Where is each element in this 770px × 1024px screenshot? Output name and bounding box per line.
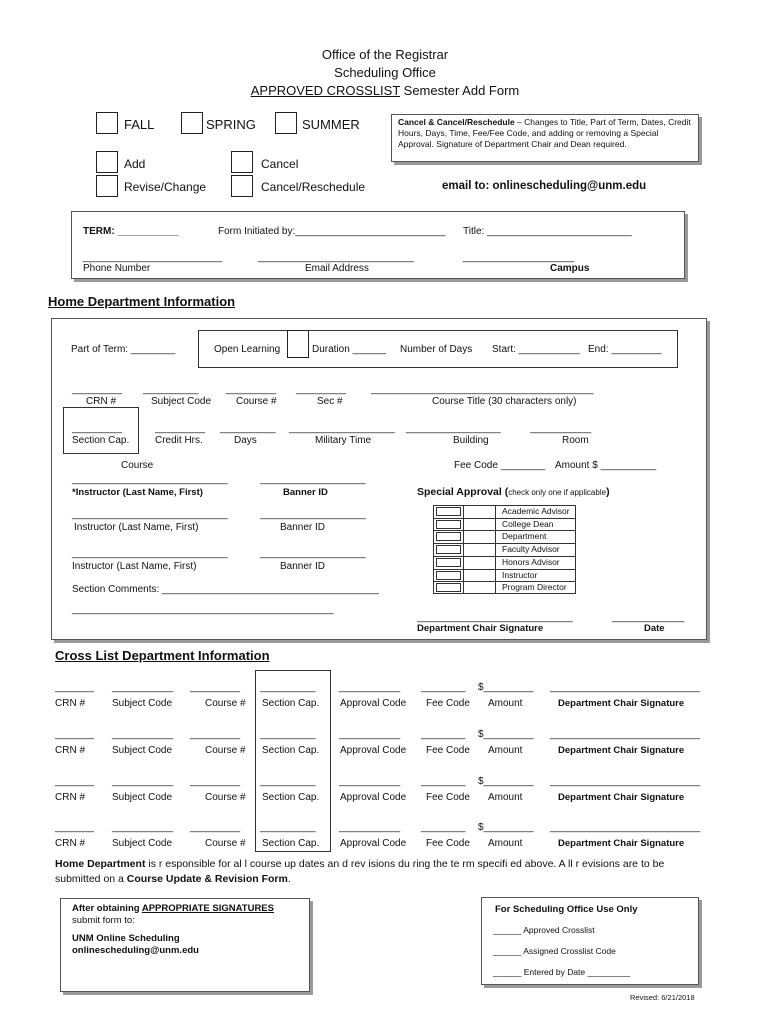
crosslist-label: Course #: [205, 792, 246, 803]
open-learning-checkbox[interactable]: [287, 330, 309, 358]
crn-label: CRN #: [86, 396, 117, 407]
section-cap-blank[interactable]: _________: [72, 423, 123, 434]
submit-line-2: submit form to:: [72, 915, 135, 926]
crosslist-label: Subject Code: [112, 745, 173, 756]
crosslist-label: Fee Code: [426, 838, 470, 849]
subject-code-label: Subject Code: [151, 396, 212, 407]
special-approval-checkbox[interactable]: [436, 583, 461, 592]
crosslist-blank[interactable]: ___________________________: [550, 729, 701, 740]
email-to: email to: onlinescheduling@unm.edu: [442, 180, 647, 192]
crosslist-label: CRN #: [55, 792, 86, 803]
add-label: Add: [124, 157, 146, 171]
instructor3-blank[interactable]: ____________________________: [72, 548, 228, 559]
phone-label: Phone Number: [83, 263, 151, 274]
crosslist-blank[interactable]: ___________________________: [550, 776, 701, 787]
cancel-notice-box: [391, 114, 699, 162]
fall-checkbox[interactable]: [96, 112, 118, 134]
term-field[interactable]: TERM: ___________: [83, 226, 179, 237]
special-approval-close: ): [606, 486, 610, 498]
notice-bold: Cancel & Cancel/Reschedule: [398, 117, 515, 127]
crosslist-blank[interactable]: ___________________________: [550, 822, 701, 833]
cancel-label: Cancel: [261, 157, 299, 171]
email-blank[interactable]: ____________________________: [258, 252, 414, 263]
crosslist-label: Section Cap.: [262, 838, 320, 849]
crosslist-label: CRN #: [55, 838, 86, 849]
footer-text-2b: .: [287, 873, 291, 885]
crosslist-label: Department Chair Signature: [558, 838, 685, 849]
special-approval-checkbox[interactable]: [436, 545, 461, 554]
course-number-label: Course #: [236, 396, 277, 407]
summer-label: SUMMER: [302, 117, 360, 132]
crosslist-blank[interactable]: ________: [421, 776, 466, 787]
crosslist-blank[interactable]: $_________: [478, 682, 534, 693]
footer-home-department: Home Department: [55, 858, 146, 870]
crosslist-blank[interactable]: ___________: [112, 822, 174, 833]
crosslist-label: Fee Code: [426, 745, 470, 756]
crosslist-blank[interactable]: __________: [260, 729, 316, 740]
header-line-2: Scheduling Office: [334, 65, 436, 80]
section-number-label: Sec #: [317, 396, 343, 407]
part-of-term-field[interactable]: Part of Term: ________: [71, 344, 176, 355]
revise-change-checkbox[interactable]: [96, 175, 118, 197]
special-approval-heading: [417, 486, 610, 498]
crosslist-blank[interactable]: __________: [260, 682, 316, 693]
crosslist-label: Course #: [205, 838, 246, 849]
section-comments-line-2[interactable]: _______________________________________________: [72, 604, 334, 615]
submit-line-1: [72, 903, 274, 914]
revise-change-label: Revise/Change: [124, 180, 207, 194]
special-approval-option: Academic Advisor: [502, 506, 570, 516]
special-approval-option: College Dean: [502, 518, 554, 529]
cancel-reschedule-label: Cancel/Reschedule: [261, 180, 366, 194]
course-title-blank[interactable]: ________________________________________: [371, 384, 594, 395]
crosslist-blank[interactable]: _______: [55, 729, 94, 740]
assigned-crosslist-code-field[interactable]: ______ Assigned Crosslist Code: [493, 946, 616, 956]
crosslist-label: Course #: [205, 698, 246, 709]
room-blank[interactable]: ___________: [530, 423, 592, 434]
duration-field[interactable]: Duration ______: [312, 344, 386, 355]
revised-date: Revised: 6/21/2018: [630, 993, 695, 1002]
entered-by-field[interactable]: ______ Entered by Date _________: [493, 967, 631, 977]
crosslist-label: Subject Code: [112, 792, 173, 803]
crosslist-label: Department Chair Signature: [558, 698, 685, 709]
crosslist-blank[interactable]: __________: [260, 776, 316, 787]
footer-paragraph-line-2: [55, 873, 291, 885]
footer-text-2a: submitted on a: [55, 873, 127, 885]
title-field[interactable]: Title: __________________________: [463, 226, 632, 237]
banner3-label: Banner ID: [280, 561, 326, 572]
course-number-blank[interactable]: _________: [226, 384, 277, 395]
crosslist-blank[interactable]: _______: [55, 682, 94, 693]
campus-blank[interactable]: ____________________: [463, 252, 575, 263]
crosslist-blank[interactable]: ___________: [339, 776, 401, 787]
credit-hrs-label: Credit Hrs.: [155, 435, 203, 446]
instructor1-blank[interactable]: ____________________________: [72, 474, 228, 485]
submit-line-3: UNM Online Scheduling: [72, 933, 180, 944]
crosslist-label: Section Cap.: [262, 792, 320, 803]
term-box: [71, 211, 685, 279]
crosslist-heading: Cross List Department Information: [55, 648, 270, 663]
crosslist-blank[interactable]: ___________: [112, 682, 174, 693]
crosslist-blank[interactable]: ___________: [339, 729, 401, 740]
banner1-blank[interactable]: ___________________: [260, 474, 366, 485]
special-approval-checkbox[interactable]: [436, 571, 461, 580]
crn-blank[interactable]: _________: [72, 384, 123, 395]
crosslist-label: Approval Code: [340, 838, 407, 849]
crosslist-label: Subject Code: [112, 838, 173, 849]
crosslist-label: Fee Code: [426, 698, 470, 709]
email-label: Email Address: [305, 263, 369, 274]
date-blank[interactable]: _____________: [612, 612, 685, 623]
military-time-blank[interactable]: ___________________: [289, 423, 395, 434]
special-approval-option: Faculty Advisor: [502, 544, 560, 555]
crosslist-label: Department Chair Signature: [558, 792, 685, 803]
instructor2-blank[interactable]: ____________________________: [72, 509, 228, 520]
notice-text: – Changes to Title, Part of Term, Dates, Credit Hours, Days, Time, Fee/Fee Code, and adding or removing a Special Approval. Signature of Department Chair and Dean required.: [398, 117, 691, 149]
banner1-label: Banner ID: [283, 487, 328, 498]
crosslist-label: Approval Code: [340, 745, 407, 756]
crosslist-label: Course #: [205, 745, 246, 756]
section-comments-field[interactable]: Section Comments: _______________________________________: [72, 584, 379, 595]
crosslist-label: Section Cap.: [262, 698, 320, 709]
open-learning-label: Open Learning: [214, 344, 281, 355]
form-title-rest: Semester Add Form: [400, 83, 520, 98]
start-field[interactable]: Start: ___________: [492, 344, 580, 355]
special-approval-checkbox[interactable]: [436, 558, 461, 567]
crosslist-blank[interactable]: ________: [421, 822, 466, 833]
special-approval-checkbox[interactable]: [436, 507, 461, 516]
end-field[interactable]: End: _________: [588, 344, 662, 355]
crosslist-label: Section Cap.: [262, 745, 320, 756]
cancel-reschedule-checkbox[interactable]: [231, 175, 253, 197]
banner2-label: Banner ID: [280, 522, 326, 533]
spring-checkbox[interactable]: [181, 112, 203, 134]
office-use-title: For Scheduling Office Use Only: [495, 904, 638, 915]
special-approval-option: Instructor: [502, 569, 538, 580]
amount-field[interactable]: Amount $ __________: [555, 460, 657, 471]
subject-code-blank[interactable]: __________: [143, 384, 199, 395]
footer-text-1: is r esponsible for al l course up dates an d rev isions du ring the te rm specifi ed above. A ll r evisions are to be: [145, 858, 665, 870]
fee-code-field[interactable]: Fee Code ________: [454, 460, 546, 471]
crosslist-label: CRN #: [55, 698, 86, 709]
building-blank[interactable]: _________________: [406, 423, 501, 434]
crosslist-blank[interactable]: _______: [55, 776, 94, 787]
header-line-1: Office of the Registrar: [321, 47, 449, 62]
dept-chair-sig-blank[interactable]: ____________________________: [417, 612, 573, 623]
footer-paragraph-line-1: [55, 858, 664, 870]
phone-blank[interactable]: _________________________: [83, 252, 223, 263]
crosslist-label: Approval Code: [340, 698, 407, 709]
crosslist-label: Amount: [488, 792, 523, 803]
number-of-days-label: Number of Days: [400, 344, 473, 355]
crosslist-label: Subject Code: [112, 698, 173, 709]
special-approval-note: check only one if applicable: [508, 488, 607, 497]
special-approval-option: Department: [502, 531, 547, 542]
course-label: Course: [121, 460, 154, 471]
campus-label: Campus: [550, 263, 590, 274]
home-department-heading: Home Department Information: [48, 294, 236, 309]
date-label: Date: [644, 623, 665, 634]
crosslist-blank[interactable]: _______: [55, 822, 94, 833]
days-label: Days: [234, 435, 257, 446]
crosslist-label: Department Chair Signature: [558, 745, 685, 756]
special-approval-label: Special Approval (: [417, 486, 509, 498]
crosslist-label: Amount: [488, 838, 523, 849]
form-title-underlined: APPROVED CROSSLIST: [250, 83, 401, 98]
submit-appropriate-signatures: APPROPRIATE SIGNATURES: [141, 903, 274, 914]
summer-checkbox[interactable]: [275, 112, 297, 134]
special-approval-checkbox[interactable]: [436, 520, 461, 529]
crosslist-blank[interactable]: _________: [190, 776, 241, 787]
submit-email: onlinescheduling@unm.edu: [72, 945, 199, 956]
military-time-label: Military Time: [315, 435, 372, 446]
cancel-checkbox[interactable]: [231, 151, 253, 173]
spring-label: SPRING: [206, 117, 256, 132]
crosslist-blank[interactable]: _________: [190, 729, 241, 740]
crosslist-label: Amount: [488, 698, 523, 709]
crosslist-blank[interactable]: ___________: [112, 729, 174, 740]
building-label: Building: [453, 435, 489, 446]
room-label: Room: [562, 435, 589, 446]
instructor1-label: *Instructor (Last Name, First): [72, 487, 203, 498]
section-cap-label: Section Cap.: [72, 435, 130, 446]
special-approval-option: Honors Advisor: [502, 556, 560, 567]
crosslist-blank[interactable]: ___________________________: [550, 682, 701, 693]
section-number-blank[interactable]: _________: [296, 384, 347, 395]
crosslist-blank[interactable]: ___________: [339, 822, 401, 833]
approved-crosslist-field[interactable]: ______ Approved Crosslist: [493, 925, 595, 935]
days-blank[interactable]: __________: [220, 423, 276, 434]
special-approval-option: Program Director: [502, 582, 567, 593]
credit-hrs-blank[interactable]: _________: [155, 423, 206, 434]
crosslist-label: Fee Code: [426, 792, 470, 803]
footer-course-update-form: Course Update & Revision Form: [126, 873, 288, 885]
form-initiated-field[interactable]: Form Initiated by:___________________________: [218, 226, 446, 237]
crosslist-label: Approval Code: [340, 792, 407, 803]
crosslist-blank[interactable]: $_________: [478, 776, 534, 787]
crosslist-blank[interactable]: ___________: [112, 776, 174, 787]
dept-chair-signature-label: Department Chair Signature: [417, 623, 544, 634]
course-title-label: Course Title (30 characters only): [432, 396, 577, 407]
crosslist-blank[interactable]: $_________: [478, 729, 534, 740]
crosslist-blank[interactable]: ________: [421, 682, 466, 693]
fall-label: FALL: [124, 117, 155, 132]
instructor3-label: Instructor (Last Name, First): [72, 561, 197, 572]
special-approval-checkbox[interactable]: [436, 532, 461, 541]
form-title: [0, 83, 770, 98]
banner2-blank[interactable]: ___________________: [260, 509, 366, 520]
crosslist-label: CRN #: [55, 745, 86, 756]
submit-after-obtaining: After obtaining: [72, 903, 142, 914]
crosslist-blank[interactable]: __________: [260, 822, 316, 833]
add-checkbox[interactable]: [96, 151, 118, 173]
crosslist-blank[interactable]: _________: [190, 682, 241, 693]
crosslist-label: Amount: [488, 745, 523, 756]
crosslist-blank[interactable]: _________: [190, 822, 241, 833]
crosslist-blank[interactable]: ___________: [339, 682, 401, 693]
banner3-blank[interactable]: ___________________: [260, 548, 366, 559]
crosslist-blank[interactable]: $_________: [478, 822, 534, 833]
instructor2-label: Instructor (Last Name, First): [74, 522, 199, 533]
crosslist-blank[interactable]: ________: [421, 729, 466, 740]
